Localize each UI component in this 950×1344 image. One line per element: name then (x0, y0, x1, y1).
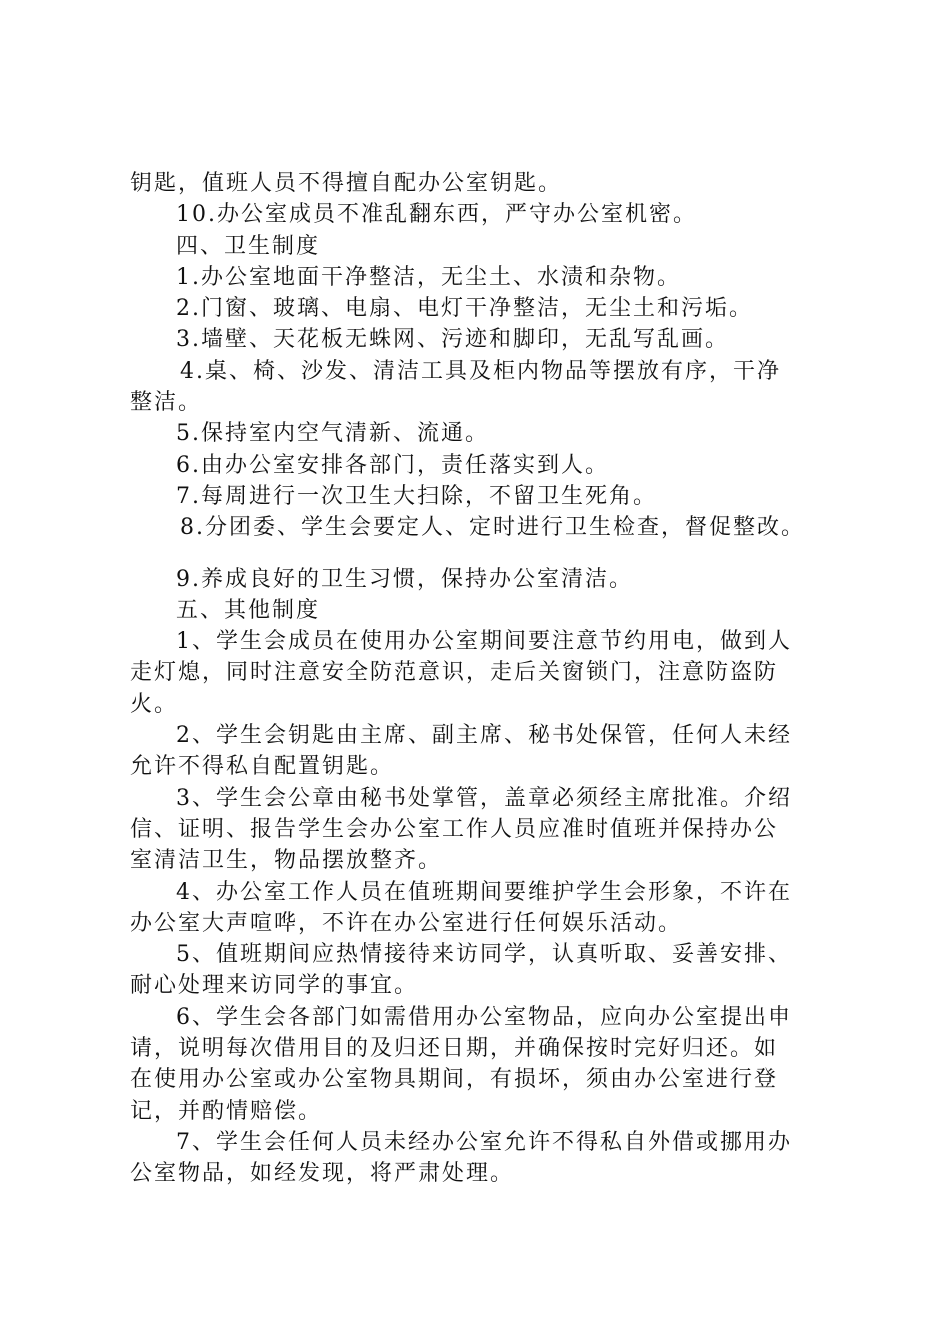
text-line: 5、值班期间应热情接待来访同学，认真听取、妥善安排、 (176, 942, 792, 968)
text-line: 3、学生会公章由秘书处掌管，盖章必须经主席批准。介绍 (176, 785, 792, 811)
text-line: 7、学生会任何人员未经办公室允许不得私自外借或挪用办 (176, 1129, 792, 1155)
text-line: 在使用办公室或办公室物具期间，有损坏，须由办公室进行登 (130, 1067, 779, 1093)
text-line: 7.每周进行一次卫生大扫除，不留卫生死角。 (176, 483, 657, 509)
text-line: 9.养成良好的卫生习惯，保持办公室清洁。 (176, 566, 633, 592)
text-line: 8.分团委、学生会要定人、定时进行卫生检查，督促整改。 (180, 515, 805, 541)
document-body (130, 168, 830, 1190)
text-line: 5.保持室内空气清新、流通。 (176, 421, 489, 447)
text-line: 信、证明、报告学生会办公室工作人员应准时值班并保持办公 (130, 816, 779, 842)
text-line: 耐心处理来访同学的事宜。 (130, 973, 419, 999)
text-line: 10.办公室成员不准乱翻东西，严守办公室机密。 (176, 202, 697, 228)
text-line: 走灯熄，同时注意安全防范意识，走后关窗锁门，注意防盗防 (130, 660, 779, 686)
text-line: 4.桌、椅、沙发、清洁工具及柜内物品等摆放有序，干净 (180, 358, 781, 384)
text-line: 1.办公室地面干净整洁，无尘土、水渍和杂物。 (176, 264, 681, 290)
text-line: 钥匙，值班人员不得擅自配办公室钥匙。 (130, 171, 563, 196)
text-line: 2、学生会钥匙由主席、副主席、秘书处保管，任何人未经 (176, 723, 792, 749)
text-line: 办公室大声喧哗，不许在办公室进行任何娱乐活动。 (130, 910, 683, 936)
section-heading: 四、卫生制度 (176, 233, 321, 259)
section-heading: 五、其他制度 (176, 597, 321, 623)
text-line: 记，并酌情赔偿。 (130, 1098, 323, 1124)
text-line: 3.墙壁、天花板无蛛网、污迹和脚印，无乱写乱画。 (176, 327, 729, 353)
text-line: 6、学生会各部门如需借用办公室物品，应向办公室提出申 (176, 1004, 792, 1030)
text-line: 4、办公室工作人员在值班期间要维护学生会形象，不许在 (176, 879, 792, 905)
text-line: 2.门窗、玻璃、电扇、电灯干净整洁，无尘土和污垢。 (176, 296, 753, 322)
text-line: 室清洁卫生，物品摆放整齐。 (130, 848, 443, 874)
text-line: 请，说明每次借用目的及归还日期，并确保按时完好归还。如 (130, 1036, 779, 1062)
text-line: 公室物品，如经发现，将严肃处理。 (130, 1161, 515, 1187)
paragraph-gap (130, 544, 830, 564)
text-line: 整洁。 (130, 390, 203, 416)
text-line: 允许不得私自配置钥匙。 (130, 754, 395, 780)
text-line: 6.由办公室安排各部门，责任落实到人。 (176, 452, 609, 478)
text-line: 1、学生会成员在使用办公室期间要注意节约用电，做到人 (176, 629, 792, 655)
text-line: 火。 (130, 691, 179, 717)
